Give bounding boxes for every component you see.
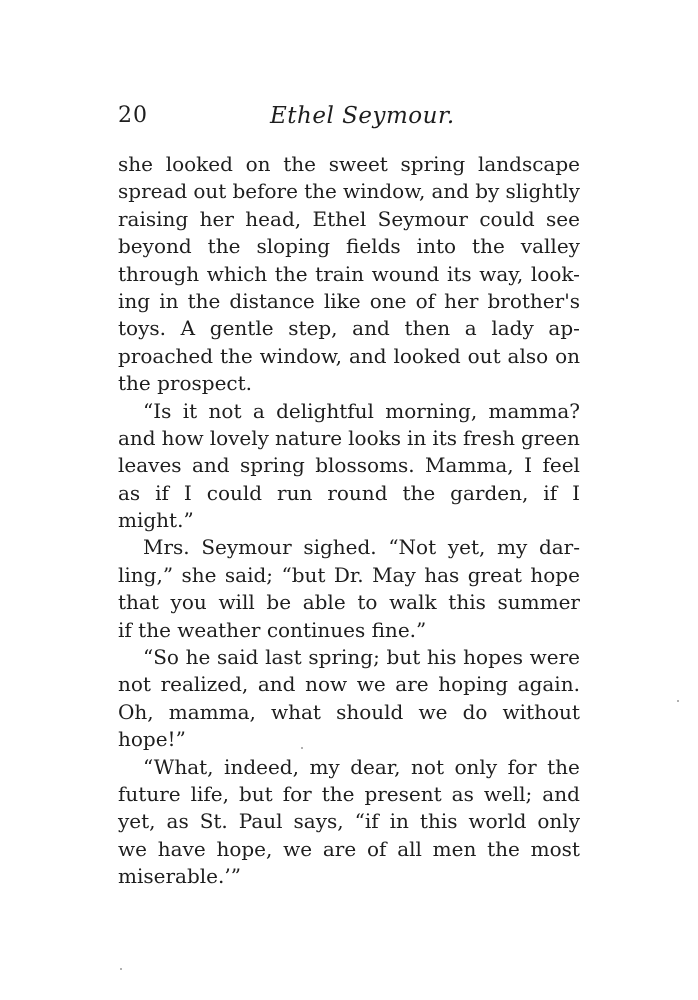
word: again.	[517, 672, 580, 697]
word: into	[416, 234, 457, 259]
word: beyond	[118, 234, 192, 259]
word: she	[118, 152, 153, 176]
text-line	[118, 589, 580, 616]
word: and	[542, 781, 580, 806]
word: in	[159, 288, 179, 313]
word: ling,”	[118, 562, 174, 587]
word: now	[305, 672, 348, 697]
word: indeed,	[224, 754, 299, 779]
word: the	[402, 480, 436, 505]
word: well;	[483, 781, 533, 806]
word: summer	[497, 590, 580, 615]
word: we	[283, 836, 313, 861]
word: valley	[520, 234, 580, 259]
word: I	[572, 480, 580, 505]
word: “Is	[143, 398, 172, 423]
word: be	[266, 590, 292, 615]
word: my	[309, 754, 340, 779]
word: toys.	[118, 316, 166, 341]
word: said	[217, 645, 259, 670]
word: the	[547, 754, 580, 779]
word: mamma,	[168, 699, 256, 724]
text-line: the prospect.	[118, 371, 253, 396]
word: to	[357, 590, 378, 615]
word: if	[155, 480, 169, 505]
text-line: if the weather continues fine.”	[118, 617, 427, 642]
page-speck	[677, 700, 679, 702]
word: its	[432, 425, 458, 450]
word: proached	[118, 343, 214, 368]
word: garden,	[450, 480, 529, 505]
word: looked	[393, 343, 461, 368]
word: Mamma,	[425, 453, 514, 478]
word: May	[372, 562, 416, 587]
word: men	[432, 836, 477, 861]
word: all	[397, 836, 422, 861]
word: dar-	[538, 535, 580, 560]
text-line	[118, 233, 580, 260]
word: Mrs.	[143, 535, 190, 560]
word: yet,	[118, 809, 156, 834]
body-text	[118, 151, 580, 891]
word: hoping	[438, 672, 509, 697]
word: leaves	[118, 453, 182, 478]
word: “What,	[143, 754, 214, 779]
word: future	[118, 781, 181, 806]
word: one	[369, 288, 407, 313]
word: great	[467, 562, 522, 587]
word: window,	[259, 343, 343, 368]
word: you	[170, 590, 207, 615]
word: as	[118, 480, 141, 505]
word: run	[277, 480, 313, 505]
text-line	[118, 781, 580, 808]
word: wound	[371, 261, 440, 286]
text-line	[118, 178, 580, 205]
word: step,	[288, 316, 338, 341]
word: have	[157, 836, 206, 861]
word: are	[395, 672, 429, 697]
word: this	[448, 590, 486, 615]
word: hope,	[216, 836, 273, 861]
word: the	[472, 234, 505, 259]
text-line: hope!”	[118, 727, 186, 752]
word: lovely	[209, 425, 269, 450]
word: for	[507, 754, 537, 779]
word: see	[546, 206, 580, 231]
page-header	[118, 103, 580, 133]
word: before	[232, 179, 298, 204]
word: its	[446, 261, 472, 286]
word: and	[257, 672, 296, 697]
word: only	[537, 809, 580, 834]
word: way,	[479, 261, 524, 286]
word: life,	[190, 781, 229, 806]
word: world	[468, 809, 527, 834]
word: Ethel	[312, 206, 367, 231]
word: slightly	[505, 179, 580, 204]
text-line	[118, 836, 580, 863]
word: gentle	[209, 316, 274, 341]
word: ap-	[548, 316, 580, 341]
word: a	[464, 316, 477, 341]
word: looked	[165, 152, 233, 176]
text-line	[118, 288, 580, 315]
text-line	[118, 644, 580, 671]
word: “So	[143, 645, 179, 670]
text-line	[118, 206, 580, 233]
word: brother's	[487, 288, 580, 313]
word: hopes	[463, 645, 523, 670]
word: could	[206, 480, 263, 505]
word: what	[271, 699, 321, 724]
text-line	[118, 699, 580, 726]
word: the	[274, 261, 308, 286]
word: she	[181, 562, 217, 587]
word: will	[218, 590, 255, 615]
text-line	[118, 562, 580, 589]
word: the	[219, 343, 253, 368]
page-speck	[301, 747, 303, 749]
word: raising	[118, 206, 189, 231]
word: the	[187, 288, 221, 313]
word: are	[322, 836, 357, 861]
word: the	[487, 836, 520, 861]
word: only	[454, 754, 498, 779]
text-line	[118, 480, 580, 507]
word: the	[304, 179, 337, 204]
text-line: might.”	[118, 508, 194, 533]
page-speck	[120, 968, 122, 970]
word: my	[497, 535, 528, 560]
word: out	[467, 343, 501, 368]
word: looks	[348, 425, 401, 450]
word: and	[431, 179, 470, 204]
word: spring	[240, 453, 305, 478]
text-line	[118, 452, 580, 479]
word: Seymour	[201, 535, 292, 560]
word: then	[404, 316, 451, 341]
word: how	[161, 425, 204, 450]
word: morning,	[385, 398, 478, 423]
word: her	[199, 206, 234, 231]
word: Dr.	[333, 562, 364, 587]
word: says,	[293, 809, 344, 834]
word: but	[238, 781, 273, 806]
word: Paul	[238, 809, 283, 834]
word: last	[265, 645, 302, 670]
word: lady	[491, 316, 534, 341]
word: said;	[224, 562, 274, 587]
page-number: 20	[118, 103, 148, 128]
text-line	[118, 808, 580, 835]
word: hope	[530, 562, 580, 587]
word: sighed.	[303, 535, 377, 560]
word: “but	[281, 562, 326, 587]
word: of	[366, 836, 387, 861]
word: landscape	[477, 152, 580, 176]
word: spring	[400, 152, 466, 176]
word: we	[418, 699, 448, 724]
word: spring;	[308, 645, 380, 670]
word: without	[502, 699, 580, 724]
text-line	[118, 534, 580, 561]
word: “if	[354, 809, 379, 834]
word: sweet	[328, 152, 388, 176]
word: blossoms.	[315, 453, 415, 478]
word: and	[348, 343, 387, 368]
word: this	[419, 809, 458, 834]
word: look-	[530, 261, 580, 286]
word: most	[530, 836, 580, 861]
word: also	[507, 343, 549, 368]
word: which	[206, 261, 268, 286]
word: walk	[389, 590, 437, 615]
word: train	[315, 261, 364, 286]
word: the	[321, 781, 355, 806]
word: not	[118, 672, 151, 697]
word: as	[451, 781, 474, 806]
word: on	[555, 343, 580, 368]
word: her	[444, 288, 479, 313]
word: has	[424, 562, 460, 587]
text-line	[118, 315, 580, 342]
word: window,	[342, 179, 426, 204]
word: sloping	[256, 234, 331, 259]
word: A	[180, 316, 196, 341]
word: we	[118, 836, 147, 861]
word: nature	[274, 425, 343, 450]
word: round	[327, 480, 388, 505]
word: his	[426, 645, 457, 670]
text-line	[118, 671, 580, 698]
word: in	[389, 809, 409, 834]
word: head,	[245, 206, 302, 231]
word: could	[479, 206, 535, 231]
text-line	[118, 151, 580, 178]
word: were	[529, 645, 580, 670]
word: fresh	[463, 425, 515, 450]
word: I	[524, 453, 533, 478]
word: but	[386, 645, 421, 670]
word: fields	[346, 234, 401, 259]
word: Seymour	[377, 206, 468, 231]
word: mamma?	[488, 398, 580, 423]
word: “Not	[388, 535, 437, 560]
word: ing	[118, 288, 151, 313]
word: out	[193, 179, 227, 204]
text-line	[118, 398, 580, 425]
word: present	[364, 781, 442, 806]
word: St.	[199, 809, 228, 834]
word: that	[118, 590, 159, 615]
word: the	[207, 234, 241, 259]
word: I	[183, 480, 192, 505]
word: we	[356, 672, 386, 697]
word: green	[521, 425, 580, 450]
word: of	[415, 288, 436, 313]
word: as	[166, 809, 189, 834]
word: and	[352, 316, 390, 341]
word: able	[302, 590, 346, 615]
word: do	[462, 699, 488, 724]
word: not	[208, 398, 242, 423]
word: a	[252, 398, 265, 423]
word: by	[475, 179, 500, 204]
text-line: miserable.’”	[118, 864, 241, 889]
word: dear,	[350, 754, 401, 779]
text-line	[118, 343, 580, 370]
text-line	[118, 425, 580, 452]
word: he	[185, 645, 211, 670]
word: like	[323, 288, 361, 313]
word: yet,	[447, 535, 486, 560]
word: and	[192, 453, 230, 478]
word: it	[182, 398, 198, 423]
word: Oh,	[118, 699, 154, 724]
word: on	[245, 152, 271, 176]
word: through	[118, 261, 200, 286]
word: spread	[118, 179, 188, 204]
word: if	[543, 480, 558, 505]
word: delightful	[276, 398, 374, 423]
word: should	[336, 699, 404, 724]
word: feel	[542, 453, 580, 478]
word: realized,	[160, 672, 249, 697]
text-line	[118, 754, 580, 781]
word: not	[411, 754, 444, 779]
word: the	[283, 152, 317, 176]
word: distance	[229, 288, 315, 313]
text-line	[118, 261, 580, 288]
word: and	[118, 425, 156, 450]
word: in	[407, 425, 427, 450]
word: for	[282, 781, 312, 806]
running-title: Ethel Seymour.	[270, 103, 455, 129]
